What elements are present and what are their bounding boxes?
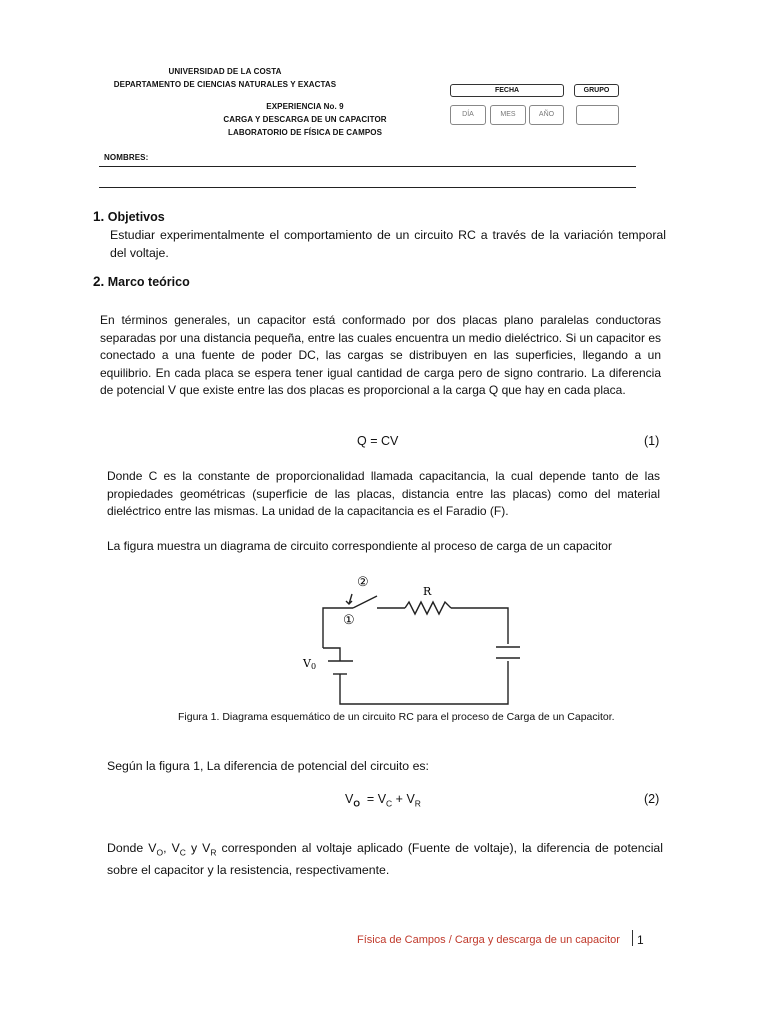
paragraph-5: Donde $V_O$, $V_C$ y $V_R$ corresponden al voltaje aplicado (Fuente de voltaje), la diferencia de potencial sobre el capacitor y la resistencia, respectivamente.	[107, 841, 663, 877]
grupo-field[interactable]	[576, 105, 619, 125]
wire-right-top	[451, 608, 508, 644]
dia-field[interactable]: DÍA	[450, 105, 486, 125]
section1-title: Objetivos	[107, 210, 165, 224]
paragraph-2: Donde C es la constante de proporcionalidad llamada capacitancia, la cual depende tanto de las propiedades geométricas (superficie de las placas, distancia entre las placas) como del material dieléctrico entre las mismas. La unidad de la capacitancia es el Faradio (F).	[107, 469, 660, 518]
footer-title: Física de Campos / Carga y descarga de un capacitor	[357, 934, 620, 946]
experiment-title: CARGA Y DESCARGA DE UN CAPACITOR	[223, 115, 387, 124]
resistor	[405, 602, 451, 614]
switch-arm	[353, 596, 377, 608]
department-name: DEPARTAMENTO DE CIENCIAS NATURALES Y EXACTAS	[113, 80, 337, 89]
wire-bottom	[340, 661, 508, 704]
equation-1: Q = CV	[357, 434, 399, 448]
experiment-number: EXPERIENCIA No. 9	[266, 102, 344, 111]
equation-2-number: (2)	[644, 792, 660, 806]
figure-caption: Figura 1. Diagrama esquemático de un circuito RC para el proceso de Carga de un Capacitor.	[178, 711, 615, 723]
section1-number: 1.	[93, 209, 105, 224]
section2-title: Marco teórico	[107, 275, 190, 289]
anio-field[interactable]: AÑO	[529, 105, 564, 125]
resistor-label: R	[423, 585, 432, 598]
switch-arrow	[346, 594, 352, 604]
equation-1-number: (1)	[644, 434, 660, 448]
mes-field[interactable]: MES	[490, 105, 526, 125]
terminal-1-label: ①	[343, 613, 355, 628]
rc-circuit-diagram	[295, 568, 535, 708]
section2-heading	[93, 274, 190, 289]
paragraph-1: En términos generales, un capacitor está conformado por dos placas plano paralelas conductoras separadas por una distancia pequeña, entre las cuales encuentra un medio dieléctrico. Si un capacitor es conectado a una fuente de poder DC, las cargas se distribuyen en las superficies, llegando a un equilibrio. En cada placa se espera tener igual cantidad de carga pero de signo contrario. La diferencia de potencial V que existe entre las dos placas es proporcional a la carga Q que hay en cada placa.	[100, 313, 661, 397]
section2-number: 2.	[93, 274, 105, 289]
source-label: V0	[303, 657, 317, 671]
footer-divider	[632, 930, 633, 946]
section1-heading	[93, 209, 165, 224]
equation-2: $V_O = V_C + V_R$	[345, 792, 421, 809]
grupo-box: GRUPO	[574, 84, 619, 97]
terminal-2-label: ②	[357, 575, 369, 590]
section1-text: Estudiar experimentalmente el comportamiento de un circuito RC a través de la variación temporal del voltaje.	[110, 228, 666, 260]
wire-battery-left	[323, 648, 340, 661]
nombres-label: NOMBRES:	[104, 153, 149, 162]
paragraph-4: Según la figura 1, La diferencia de potencial del circuito es:	[107, 759, 429, 773]
nombres-line-2[interactable]	[99, 187, 636, 188]
fecha-box: FECHA	[450, 84, 564, 97]
university-name: UNIVERSIDAD DE LA COSTA	[168, 67, 282, 76]
nombres-line-1[interactable]	[99, 166, 636, 167]
paragraph-3: La figura muestra un diagrama de circuito correspondiente al proceso de carga de un capacitor	[107, 539, 612, 553]
page-number: 1	[637, 933, 644, 947]
lab-name: LABORATORIO DE FÍSICA DE CAMPOS	[227, 128, 383, 137]
